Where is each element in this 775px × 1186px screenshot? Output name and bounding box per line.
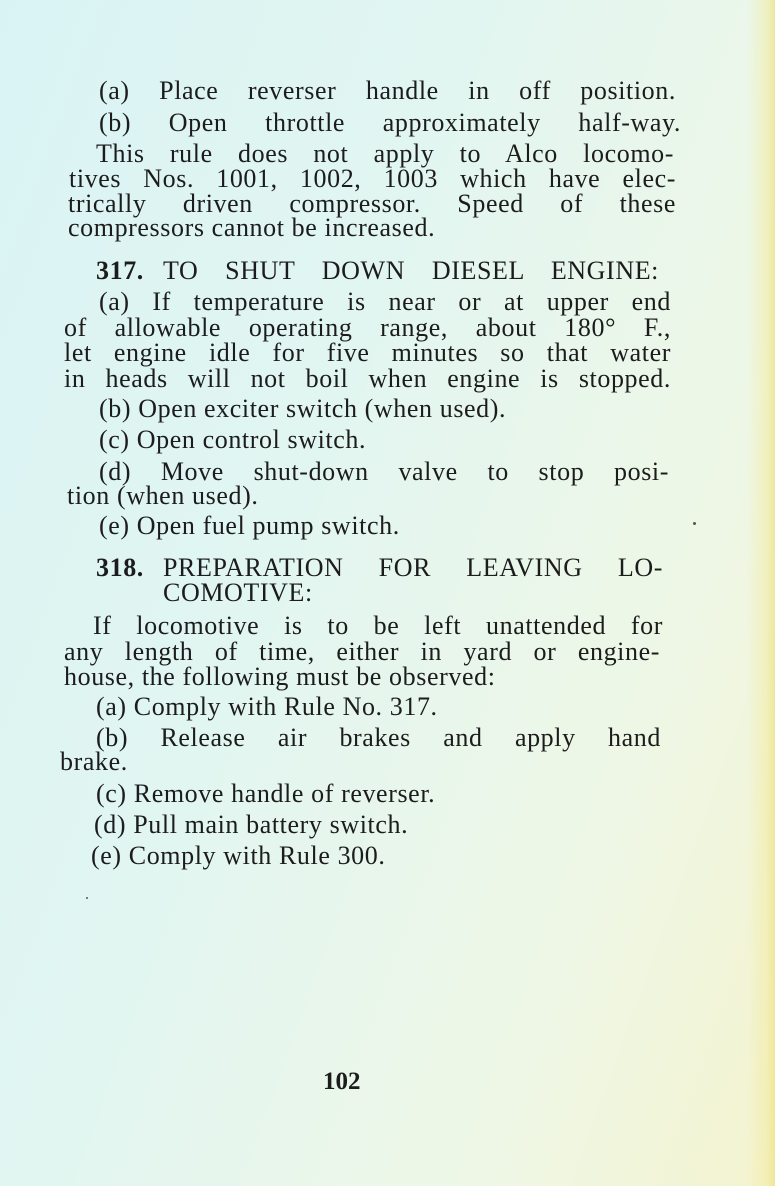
section-heading: TO SHUT DOWN DIESEL ENGINE:	[163, 256, 659, 285]
page-edge	[747, 0, 775, 1186]
rule-number: 317.	[96, 256, 144, 285]
print-speck	[693, 522, 696, 525]
text-line: trically driven compressor. Speed of these	[68, 189, 676, 218]
text-line: (d) Move shut-down valve to stop posi-	[99, 457, 669, 486]
text-line: (b) Open throttle approximately half-way.	[99, 108, 681, 137]
print-speck	[86, 897, 88, 899]
text-line: of allowable operating range, about 180° F.,	[64, 313, 671, 342]
text-line: (a) Place reverser handle in off position.	[99, 76, 676, 105]
text-line: tives Nos. 1001, 1002, 1003 which have elec-	[69, 164, 676, 193]
text-line: If locomotive is to be left unattended for	[93, 611, 663, 640]
text-line: This rule does not apply to Alco locomo-	[96, 139, 674, 168]
text-line: house, the following must be observed:	[64, 662, 496, 691]
text-line: (a) If temperature is near or at upper end	[99, 287, 671, 316]
text-line: (a) Comply with Rule No. 317.	[96, 692, 438, 721]
section-heading: COMOTIVE:	[163, 578, 313, 607]
rule-number: 318.	[96, 553, 144, 582]
text-line: let engine idle for five minutes so that water	[64, 338, 671, 367]
text-line: compressors cannot be increased.	[68, 213, 436, 242]
text-line: (b) Release air brakes and apply hand	[96, 723, 661, 752]
page-number: 102	[323, 1068, 361, 1095]
text-line: (c) Open control switch.	[99, 425, 367, 454]
text-line: brake.	[60, 747, 128, 776]
text-line: (d) Pull main battery switch.	[94, 810, 409, 839]
text-line: in heads will not boil when engine is stopped.	[64, 364, 671, 393]
text-line: (e) Comply with Rule 300.	[91, 841, 386, 870]
text-line: tion (when used).	[67, 481, 259, 510]
section-heading: PREPARATION FOR LEAVING LO-	[163, 553, 663, 582]
text-line: (b) Open exciter switch (when used).	[99, 394, 507, 423]
text-line: any length of time, either in yard or engine-	[64, 637, 660, 666]
text-line: (e) Open fuel pump switch.	[99, 511, 400, 540]
text-line: (c) Remove handle of reverser.	[96, 779, 436, 808]
